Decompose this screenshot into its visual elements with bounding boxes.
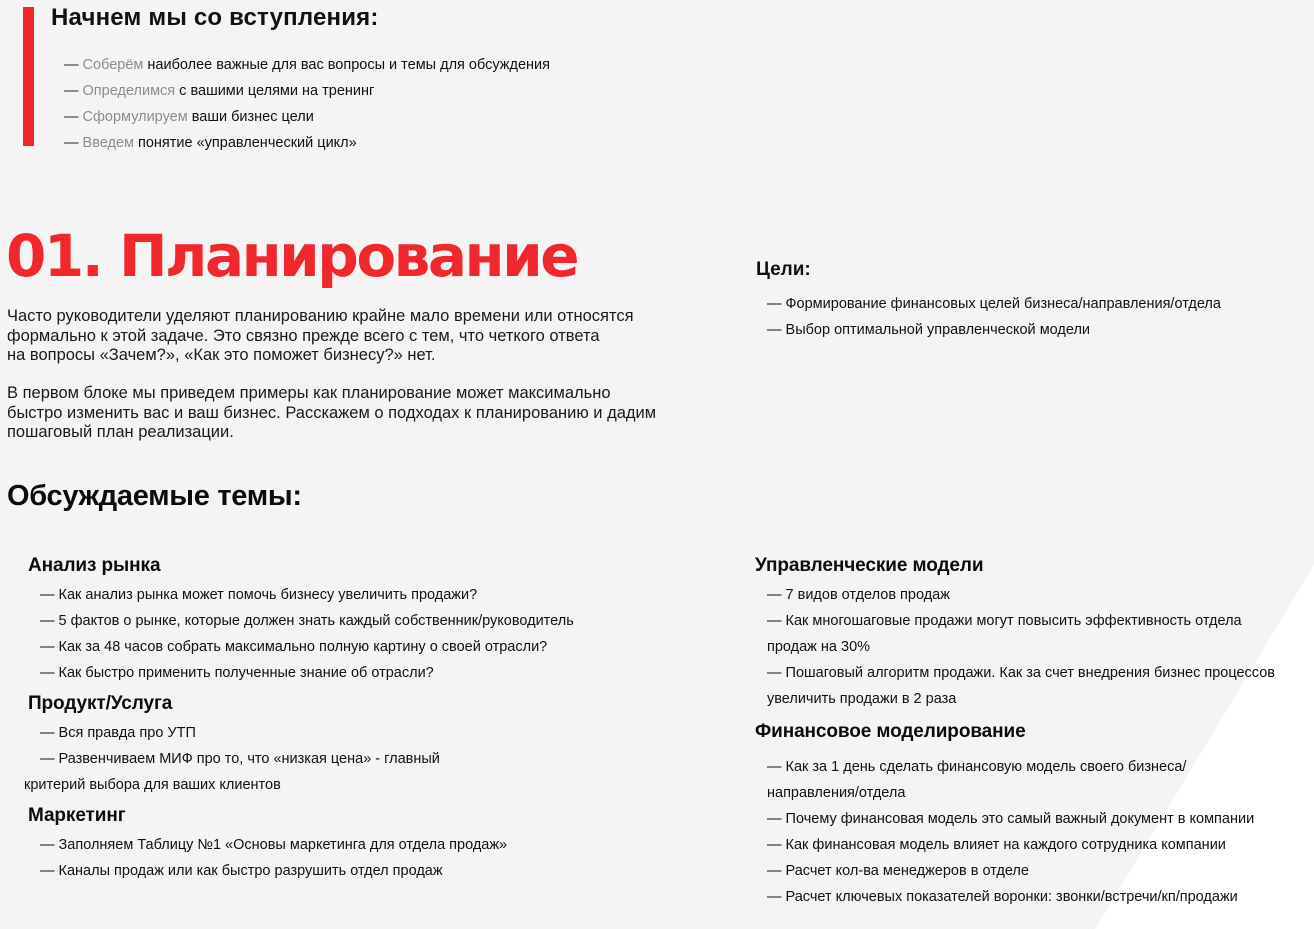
intro-verb: Введем <box>82 135 134 151</box>
list-item: — Определимся с вашими целями на тренинг <box>64 83 375 99</box>
list-item: — Как многошаговые продажи могут повысить эффективность отдела продаж на 30% <box>767 613 1242 655</box>
topics-left-column <box>24 552 718 888</box>
intro-title: Начнем мы со вступления: <box>51 4 379 31</box>
list-item: — Как быстро применить полученные знание об отрасли? <box>40 665 434 681</box>
management-models-title: Управленческие модели <box>755 555 984 576</box>
list-item: — Сформулируем ваши бизнес цели <box>64 109 314 125</box>
management-models-list <box>767 582 1310 712</box>
list-item: — 7 видов отделов продаж <box>767 587 950 603</box>
intro-paragraph-1: Часто руководители уделяют планированию крайне мало времени или относятся формально к этой задаче. Это связно прежде всего с тем, что четкого ответа на вопросы «Зачем?», «Как это поможет бизнесу?» нет. <box>7 307 634 364</box>
list-item: — Как финансовая модель влияет на каждого сотрудника компании <box>767 837 1226 853</box>
financial-modeling-list <box>767 754 1310 910</box>
product-service-title: Продукт/Услуга <box>28 693 173 714</box>
list-item: — Введем понятие «управленческий цикл» <box>64 135 357 151</box>
intro-list <box>64 52 550 156</box>
topics-right-column <box>755 552 1310 914</box>
list-item: — Соберём наиболее важные для вас вопросы и темы для обсуждения <box>64 57 550 73</box>
list-item: — Почему финансовая модель это самый важный документ в компании <box>767 811 1255 827</box>
list-item: — Выбор оптимальной управленческой модели <box>767 322 1091 338</box>
list-item: — Расчет кол-ва менеджеров в отделе <box>767 863 1029 879</box>
financial-modeling-title: Финансовое моделирование <box>755 721 1026 742</box>
intro-verb: Определимся <box>82 83 176 99</box>
list-item: — Пошаговый алгоритм продажи. Как за счет внедрения бизнес процессов увеличить продажи в 2 раза <box>767 665 1275 707</box>
goals-list <box>767 291 1221 343</box>
goals-title: Цели: <box>756 259 811 280</box>
marketing-title: Маркетинг <box>28 805 126 826</box>
marketing-list <box>40 832 718 884</box>
list-item: — Заполняем Таблицу №1 «Основы маркетинга для отдела продаж» <box>40 837 508 853</box>
intro-verb: Сформулируем <box>82 109 188 125</box>
list-item: — Расчет ключевых показателей воронки: звонки/встречи/кп/продажи <box>767 889 1238 905</box>
list-item: — Вся правда про УТП <box>40 725 196 741</box>
list-item: — Формирование финансовых целей бизнеса/направления/отдела <box>767 296 1221 312</box>
intro-paragraph-2: В первом блоке мы приведем примеры как планирование может максимально быстро изменить вас и ваш бизнес. Расскажем о подходах к планированию и дадим пошаговый план реализации. <box>7 384 657 441</box>
market-analysis-title: Анализ рынка <box>28 555 161 576</box>
list-item: — Как анализ рынка может помочь бизнесу увеличить продажи? <box>40 587 478 603</box>
section-title: 01. Планирование <box>6 222 578 290</box>
list-item: — 5 фактов о рынке, которые должен знать каждый собственник/руководитель <box>40 613 574 629</box>
list-item: — Как за 1 день сделать финансовую модель своего бизнеса/ направления/отдела <box>767 759 1187 801</box>
intro-accent-bar <box>23 7 34 146</box>
list-item: — Каналы продаж или как быстро разрушить отдел продаж <box>40 863 443 879</box>
product-service-list <box>24 720 718 798</box>
market-analysis-list <box>40 582 718 686</box>
topics-title: Обсуждаемые темы: <box>7 480 302 512</box>
list-item: — Развенчиваем МИФ про то, что «низкая цена» - главный критерий выбора для ваших клиентов <box>24 751 440 793</box>
intro-verb: Соберём <box>82 57 144 73</box>
list-item: — Как за 48 часов собрать максимально полную картину о своей отрасли? <box>40 639 548 655</box>
